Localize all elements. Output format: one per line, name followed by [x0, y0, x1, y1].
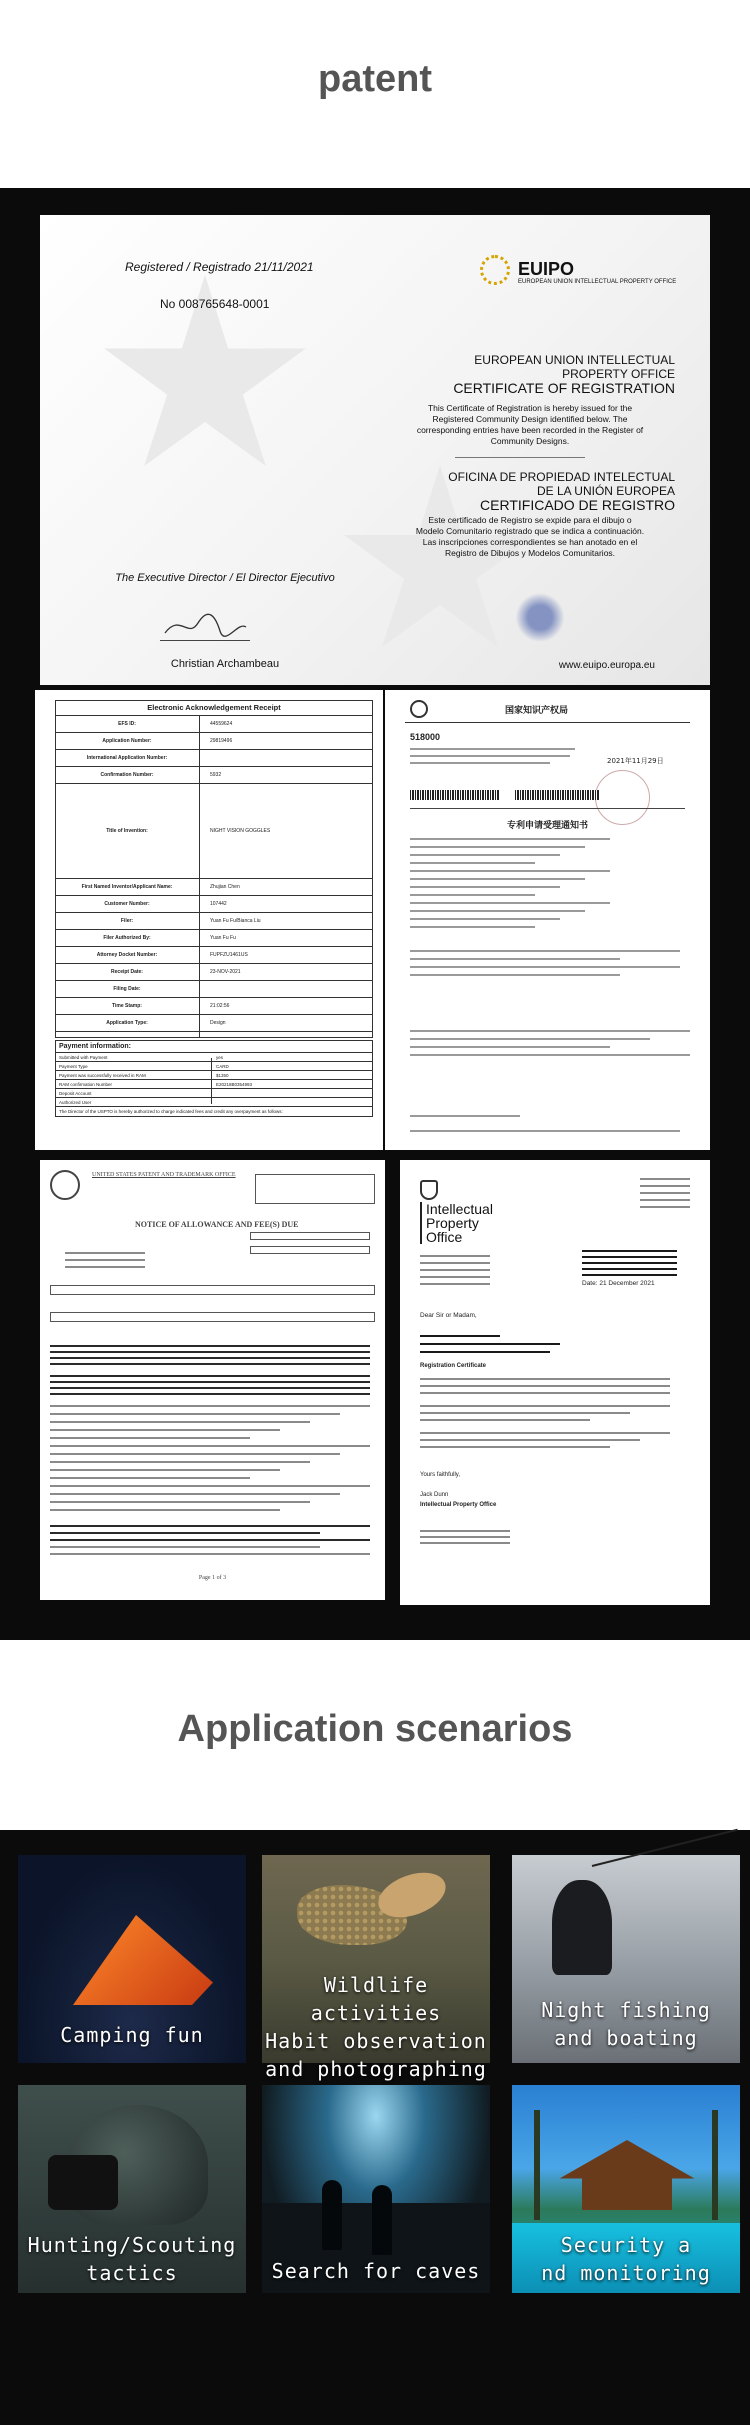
text-line: [420, 1255, 490, 1257]
column-divider: [211, 1058, 212, 1104]
receipt-row-value: 44559624: [210, 721, 233, 727]
palm-tree: [712, 2110, 718, 2220]
night-vision-device-icon: [48, 2155, 118, 2210]
payment-row-value: CARD: [216, 1064, 229, 1069]
text-line: [65, 1252, 145, 1254]
receipt-row-label: Title of Invention:: [106, 828, 148, 834]
caption-line: Hunting/Scouting: [27, 2233, 237, 2257]
caption-line: Search for caves: [271, 2259, 481, 2283]
payment-row: [56, 1080, 372, 1089]
payment-row-label: Payment was successfully received in RAM: [59, 1073, 146, 1078]
logo-line: Intellectual: [426, 1201, 493, 1217]
text-line: [410, 966, 680, 968]
receipt-row: [55, 750, 373, 767]
text-line: [420, 1378, 670, 1380]
heading-line: EUROPEAN UNION INTELLECTUAL: [474, 353, 675, 367]
notice-date: 2021年11月29日: [607, 757, 664, 765]
text-line: [410, 894, 535, 896]
caption-line: Security a: [560, 2233, 692, 2257]
text-line: [50, 1393, 370, 1395]
text-line: [50, 1429, 280, 1431]
receipt-row: [55, 981, 373, 998]
heading-line: OFICINA DE PROPIEDAD INTELECTUAL: [448, 470, 675, 484]
heading-line: CERTIFICATE OF REGISTRATION: [453, 380, 675, 396]
text-line: [410, 926, 535, 928]
text-line: [640, 1178, 690, 1180]
certificate-heading-es: [448, 470, 675, 512]
text-line: [640, 1199, 690, 1201]
address-line: [410, 748, 575, 750]
art-unit-box: [250, 1246, 370, 1254]
scenario-caption: [512, 2231, 740, 2287]
receipt-row-value: 21:02:56: [210, 1003, 230, 1009]
text-line: [65, 1266, 145, 1268]
signoff: Yours faithfully,: [420, 1472, 461, 1478]
payment-rows: [56, 1053, 372, 1107]
examiner-box: [250, 1232, 370, 1240]
application-table: [50, 1285, 375, 1295]
text-line: [50, 1469, 280, 1471]
euipo-brand-subtitle: EUROPEAN UNION INTELLECTUAL PROPERTY OFFICE: [518, 279, 677, 285]
text-line: [420, 1392, 670, 1394]
text-line: [50, 1493, 340, 1495]
text-line: [50, 1525, 370, 1527]
receipt-row: [55, 896, 373, 913]
scenarios-section-title: Application scenarios: [177, 1708, 573, 1750]
receipt-row-label: Filer Authorized By:: [103, 935, 151, 941]
eu-map-icon: [510, 590, 570, 645]
text-line: [420, 1419, 590, 1421]
text-line: [50, 1553, 370, 1555]
text-line: [420, 1276, 490, 1278]
text-line: [50, 1357, 370, 1359]
receipt-row: [55, 784, 373, 879]
electronic-acknowledgement-receipt: [35, 690, 383, 1150]
text-line: [50, 1509, 280, 1511]
text-line: [410, 1054, 690, 1056]
explorer-silhouettes: [322, 2180, 342, 2250]
caption-line: Night fishing: [541, 1998, 711, 2022]
text-line: [410, 1130, 680, 1132]
text-line: [420, 1412, 630, 1414]
scenario-caption: [18, 2021, 246, 2049]
director-name: Christian Archambeau: [170, 658, 280, 670]
scenario-tile-camping: [18, 1855, 246, 2063]
text-line: [410, 1038, 650, 1040]
receipt-row-value: 107442: [210, 901, 227, 907]
text-line: [410, 918, 560, 920]
signature: [160, 611, 250, 641]
patent-section-title: patent: [318, 58, 432, 100]
receipt-row-value: Yuan Fu Fu/Bianca Liu: [210, 918, 261, 924]
certificate-heading-en: [453, 353, 675, 395]
uk-ipo-letter: [400, 1160, 710, 1605]
receipt-row: [55, 1015, 373, 1032]
receipt-row-label: Application Type:: [106, 1020, 148, 1026]
receipt-row-value: 29819496: [210, 738, 233, 744]
uspto-header: UNITED STATES PATENT AND TRADEMARK OFFICE: [92, 1172, 236, 1178]
payment-row-value: yes: [216, 1055, 224, 1060]
payment-row-label: RAM confirmation Number: [59, 1082, 113, 1087]
text-line: [410, 870, 610, 872]
receipt-row-label: Confirmation Number:: [100, 772, 154, 778]
notice-title: NOTICE OF ALLOWANCE AND FEE(S) DUE: [135, 1220, 299, 1229]
receipt-row-value: Design: [210, 1020, 226, 1026]
receipt-row-value: 23-NOV-2021: [210, 969, 241, 975]
text-line: [410, 950, 680, 952]
pavilion-illustration: [552, 2140, 702, 2210]
text-line: [50, 1345, 370, 1347]
scenario-tile-caves: [262, 2085, 490, 2293]
caption-line: Habit observation: [265, 2029, 487, 2053]
heading-line: DE LA UNIÓN EUROPEA: [536, 484, 675, 498]
fee-table: [50, 1312, 375, 1322]
text-line: [420, 1335, 500, 1337]
eu-registration-certificate: [40, 215, 710, 685]
scenario-tile-hunting: [18, 2085, 246, 2293]
payment-row: [56, 1053, 372, 1062]
receipt-row-label: EFS ID:: [118, 721, 136, 727]
receipt-row: [55, 879, 373, 896]
receipt-row: [55, 716, 373, 733]
text-line: [420, 1351, 550, 1353]
text-line: [50, 1501, 310, 1503]
text-line: [50, 1532, 320, 1534]
payment-row-label: Submitted with Payment: [59, 1055, 108, 1060]
text-line: [410, 838, 610, 840]
euipo-brand: EUIPO: [518, 259, 575, 279]
text-line: [420, 1530, 510, 1532]
text-line: [410, 902, 610, 904]
text-line: [410, 886, 560, 888]
text-line: [410, 846, 585, 848]
text-line: [640, 1192, 690, 1194]
euipo-logo-icon: [480, 255, 510, 285]
address-line: [410, 755, 570, 757]
receipt-row-label: Filing Date:: [113, 986, 141, 992]
text-line: [65, 1259, 145, 1261]
payment-row: [56, 1071, 372, 1080]
receipt-row-value: Zhujian Chen: [210, 884, 240, 890]
receipt-row: [55, 767, 373, 784]
payment-row-value: $1350: [216, 1073, 229, 1078]
text-line: [50, 1363, 370, 1365]
text-line: [50, 1387, 370, 1389]
payment-row: [56, 1062, 372, 1071]
receipt-row-label: Attorney Docket Number:: [96, 952, 158, 958]
receipt-row-label: Customer Number:: [104, 901, 150, 907]
cnipa-acceptance-notice: [385, 690, 710, 1150]
caption-line: and boating: [554, 2026, 698, 2050]
text-line: [640, 1206, 690, 1208]
receipt-row: [55, 998, 373, 1015]
text-line: [420, 1536, 510, 1538]
text-line: [50, 1413, 340, 1415]
text-line: [410, 862, 535, 864]
receipt-row-value: FUPFZU1461US: [210, 952, 248, 958]
text-line: [50, 1453, 340, 1455]
payment-row-label: Payment Type: [59, 1064, 88, 1069]
payment-row-label: Authorized User: [59, 1100, 92, 1105]
receipt-row-label: International Application Number:: [86, 755, 168, 761]
signer-org: Intellectual Property Office: [420, 1502, 497, 1508]
text-line: [50, 1381, 370, 1383]
text-line: [410, 958, 620, 960]
text-line: [410, 854, 560, 856]
letter-date: Date: 21 December 2021: [582, 1280, 655, 1287]
caption-line: Camping fun: [60, 2023, 204, 2047]
palm-tree: [534, 2110, 540, 2220]
receipt-row-value: NIGHT VISION GOGGLES: [210, 828, 271, 834]
text-line: [420, 1432, 670, 1434]
text-line: [420, 1262, 490, 1264]
registration-number: No 008765648-0001: [160, 297, 270, 311]
text-line: [420, 1439, 640, 1441]
payment-row-value: E20218B0354993: [216, 1082, 253, 1087]
scenario-tile-wildlife: [262, 1855, 490, 2081]
scenario-caption: [512, 1996, 740, 2052]
text-line: [420, 1343, 560, 1345]
letter-heading: Registration Certificate: [420, 1363, 487, 1369]
scenario-caption: [18, 2231, 246, 2287]
payment-row: [56, 1089, 372, 1098]
payment-row: [56, 1098, 372, 1107]
text-line: [410, 974, 620, 976]
text-line: [410, 1115, 520, 1117]
scenario-tile-security: [512, 2085, 740, 2293]
receipt-row: [55, 733, 373, 750]
barcode: [515, 790, 600, 800]
receipt-row: [55, 947, 373, 964]
scenario-tile-night-fishing: [512, 1855, 740, 2063]
logo-line: Office: [426, 1229, 463, 1245]
caption-line: Wildlife activities: [310, 1973, 442, 2025]
text-line: [582, 1274, 677, 1276]
greeting: Dear Sir or Madam,: [420, 1312, 477, 1319]
text-line: [50, 1477, 250, 1479]
caption-line: nd monitoring: [541, 2261, 711, 2285]
brand-bar: [420, 1202, 422, 1244]
text-line: [582, 1256, 677, 1258]
euipo-website: www.euipo.europa.eu: [558, 660, 655, 671]
receipt-row-label: Time Stamp:: [112, 1003, 142, 1009]
scenario-caption: [262, 2257, 490, 2285]
caption-line: tactics: [86, 2261, 178, 2285]
barcode: [410, 790, 500, 800]
text-line: [410, 878, 585, 880]
receipt-row-label: Filer:: [120, 918, 134, 924]
text-line: [640, 1185, 690, 1187]
postal-code: 518000: [410, 732, 441, 742]
uspto-notice-of-allowance: [40, 1160, 385, 1600]
text-line: [420, 1283, 490, 1285]
notice-title: 专利申请受理通知书: [506, 821, 588, 831]
fisher-silhouette: [552, 1880, 612, 1975]
cnipa-logo-icon: [410, 700, 428, 718]
heading-line: CERTIFICADO DE REGISTRO: [480, 497, 675, 513]
caption-line: and photographing: [265, 2057, 487, 2081]
heading-line: PROPERTY OFFICE: [562, 367, 675, 381]
text-line: [50, 1437, 250, 1439]
text-line: [582, 1262, 677, 1264]
office-name: 国家知识产权局: [505, 706, 569, 716]
royal-crest-icon: [420, 1180, 438, 1200]
payment-information: [55, 1040, 373, 1117]
receipt-row-value: Yuan Fu Fu: [210, 935, 236, 941]
page-number: Page 1 of 3: [198, 1575, 227, 1581]
text-line: [50, 1445, 370, 1447]
text-line: [420, 1446, 610, 1448]
official-stamp: [595, 770, 650, 825]
text-line: [50, 1421, 310, 1423]
receipt-row: [55, 964, 373, 981]
text-line: [50, 1546, 320, 1548]
logo-line: Property: [426, 1215, 479, 1231]
text-line: [582, 1268, 677, 1270]
text-line: [50, 1485, 370, 1487]
address-line: [410, 762, 550, 764]
uspto-seal-icon: [50, 1170, 80, 1200]
payment-title: Payment information:: [56, 1041, 372, 1053]
text-line: [50, 1539, 370, 1541]
payment-footer: The Director of the USPTO is hereby authorized to charge indicated fees and credit any overpayment as follows:: [59, 1109, 283, 1114]
receipt-row-label: First Named Inventor/Applicant Name:: [81, 884, 173, 890]
ipo-logo: [426, 1202, 493, 1244]
text-line: [50, 1351, 370, 1353]
text-line: [420, 1385, 670, 1387]
receipt-row-value: 5932: [210, 772, 222, 778]
receipt-title: Electronic Acknowledgement Receipt: [55, 700, 373, 716]
text-line: [420, 1269, 490, 1271]
tent-illustration: [73, 1915, 213, 2005]
text-line: [50, 1461, 310, 1463]
text-line: [410, 910, 585, 912]
text-line: [420, 1405, 670, 1407]
receipt-row: [55, 930, 373, 947]
director-title: The Executive Director / El Director Ejecutivo: [115, 572, 335, 584]
text-line: [50, 1405, 370, 1407]
rule: [410, 808, 685, 809]
scenario-caption: [262, 1971, 490, 2083]
text-line: [50, 1375, 370, 1377]
text-line: [582, 1250, 677, 1252]
text-line: [420, 1542, 510, 1544]
certificate-body-en: This Certificate of Registration is hereby issued for the Registered Community Design identified below. The corresponding entries have been recorded in the Register of Community Designs.: [416, 403, 644, 446]
divider: [455, 457, 585, 458]
receipt-row-label: Receipt Date:: [111, 969, 143, 975]
certificate-body-es: Este certificado de Registro se expide para el dibujo o Modelo Comunitario registrado que se indica a continuación. Las inscripciones correspondientes se han anotado en el Registro de Dibujos y Modelos Comunitarios.: [415, 515, 645, 558]
registration-date: Registered / Registrado 21/11/2021: [125, 260, 314, 274]
address-box: [255, 1174, 375, 1204]
receipt-row-label: Application Number:: [102, 738, 152, 744]
signer-name: Jack Dunn: [420, 1492, 449, 1498]
receipt-row: [55, 913, 373, 930]
text-line: [410, 1030, 690, 1032]
text-line: [410, 1046, 610, 1048]
header-rule: [405, 722, 690, 723]
payment-row-label: Deposit Account: [59, 1091, 92, 1096]
